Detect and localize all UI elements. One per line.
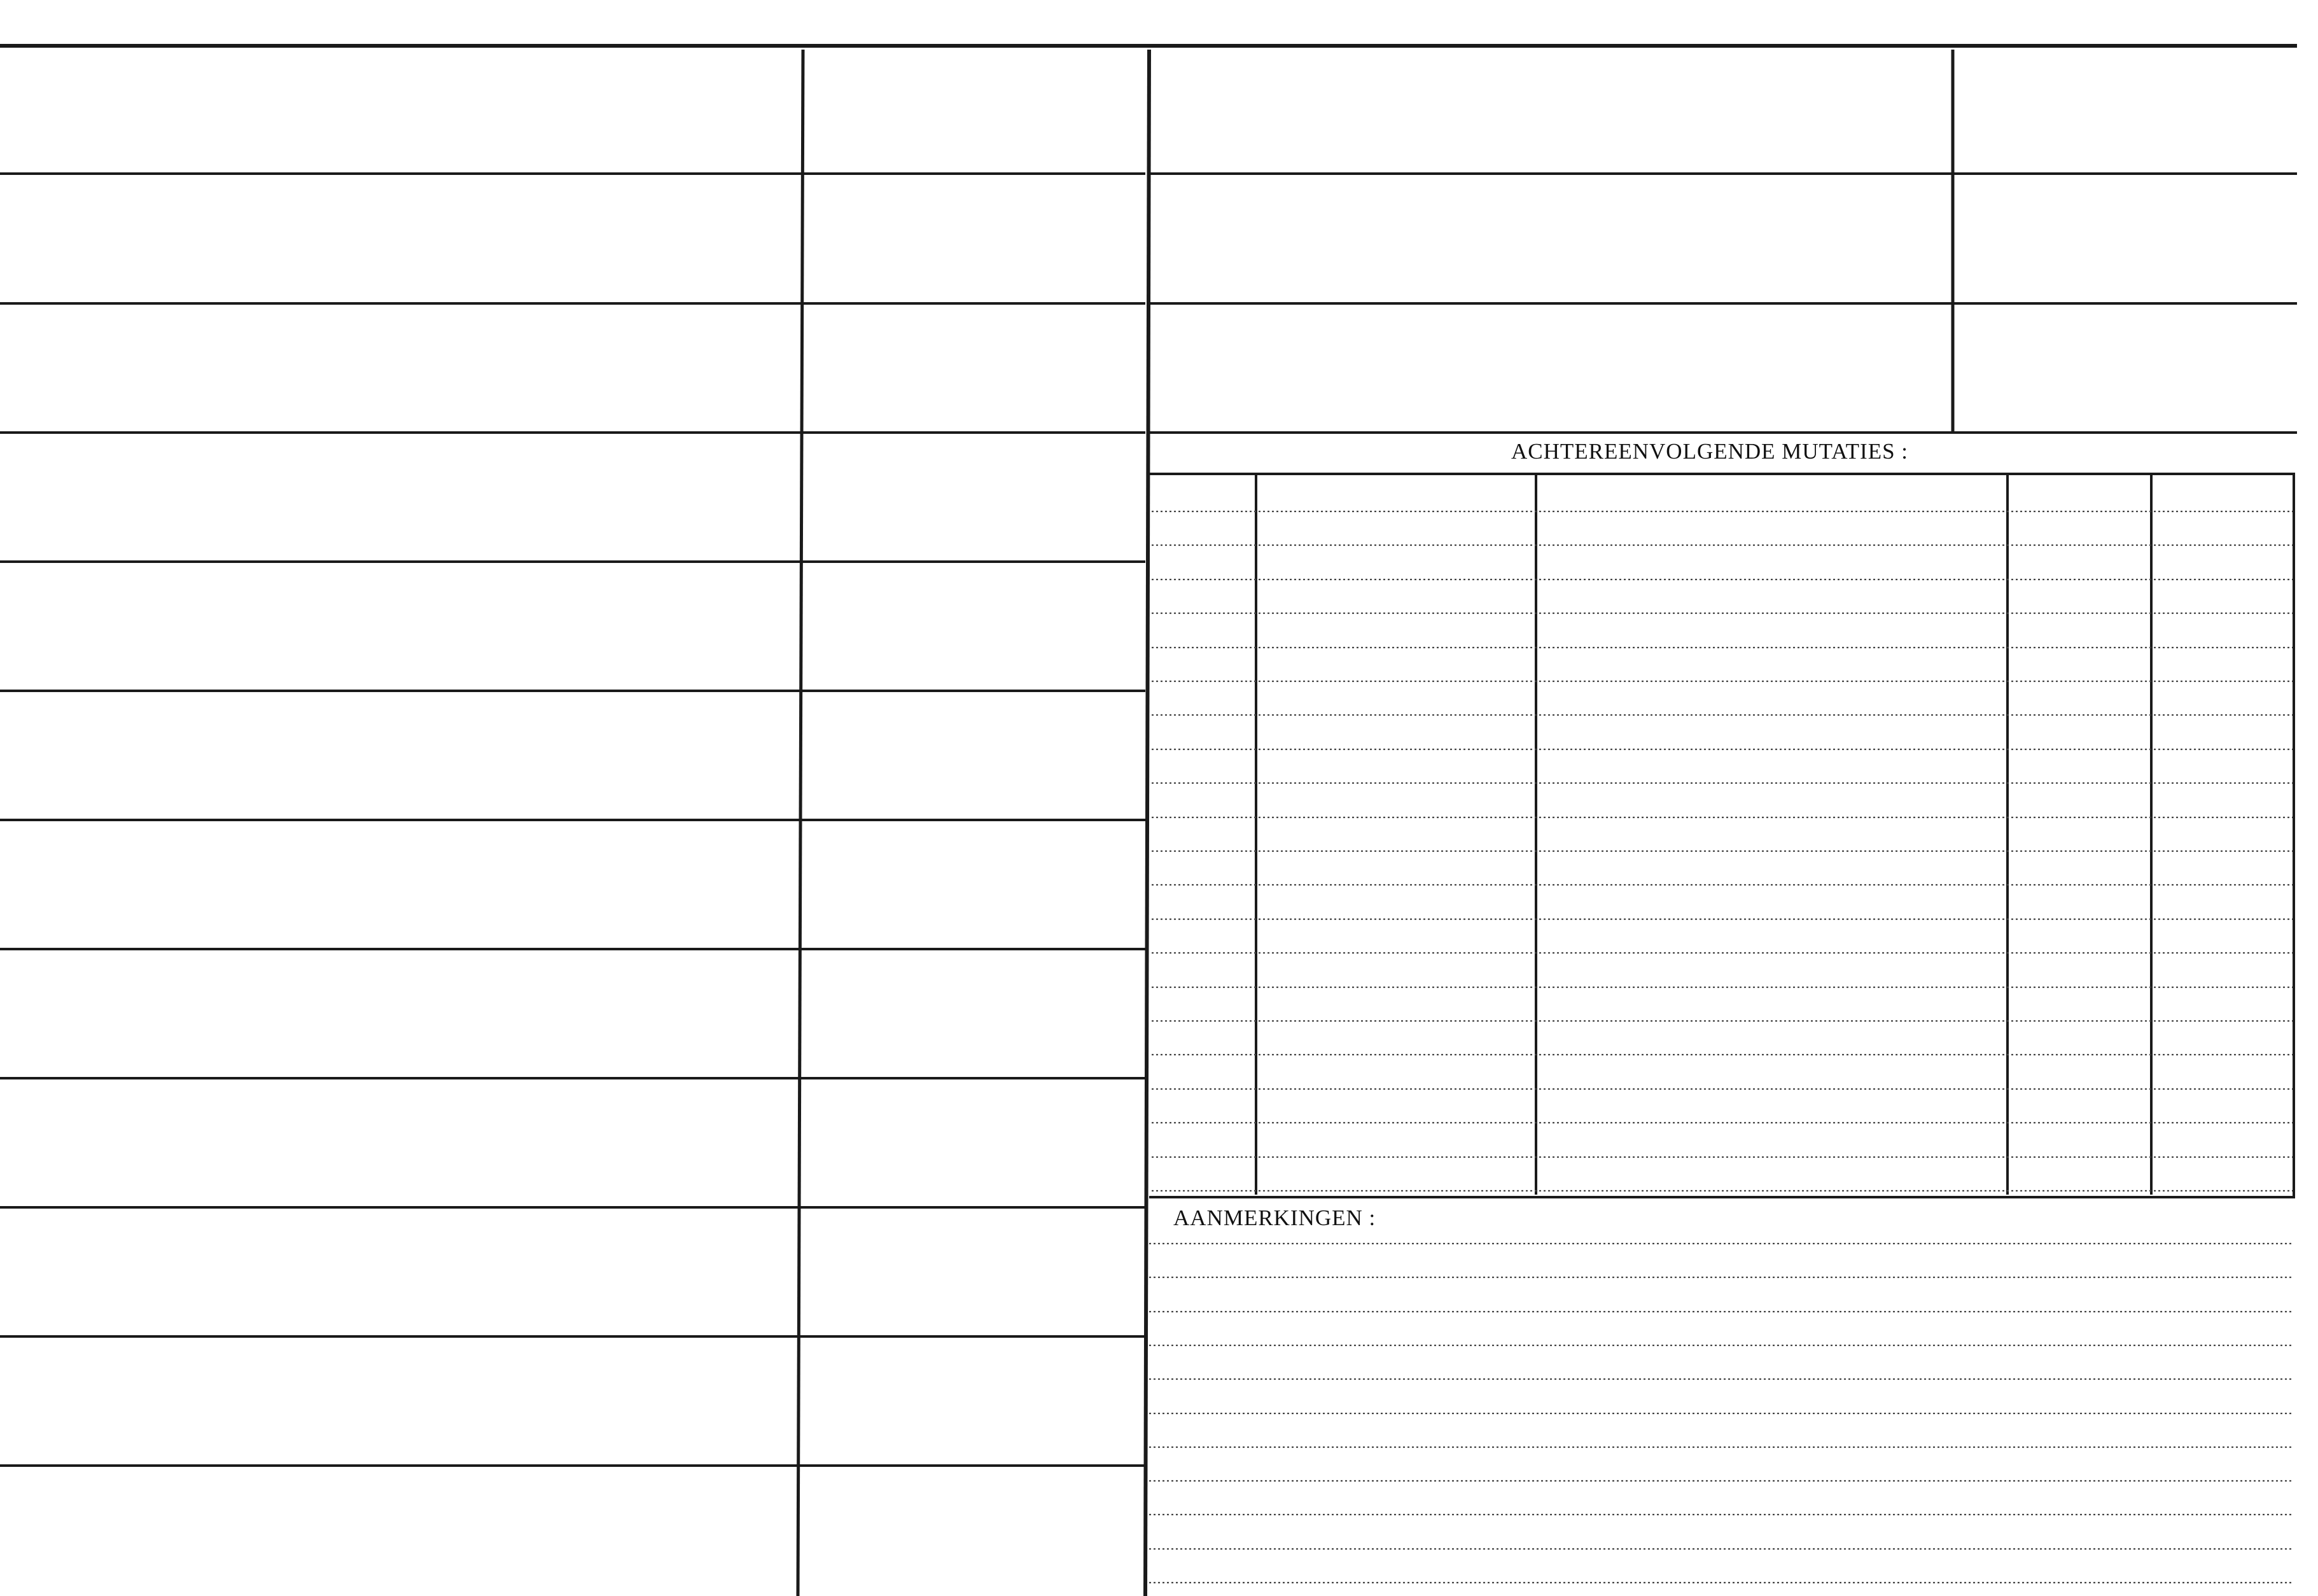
mutaties-heading: ACHTEREENVOLGENDE MUTATIES : [1511,439,1909,464]
aanmerkingen-heading: AANMERKINGEN : [1173,1205,1376,1230]
mutaties-table [1149,474,2295,1197]
mutaties-dotted-rows [1152,511,2293,1191]
right-upper-grid-rows [1149,174,2297,433]
aanmerkingen-dotted-rows [1149,1244,2294,1583]
center-divider [1145,50,1149,1596]
left-column-divider [798,50,803,1596]
left-grid-rows [0,174,1145,1466]
